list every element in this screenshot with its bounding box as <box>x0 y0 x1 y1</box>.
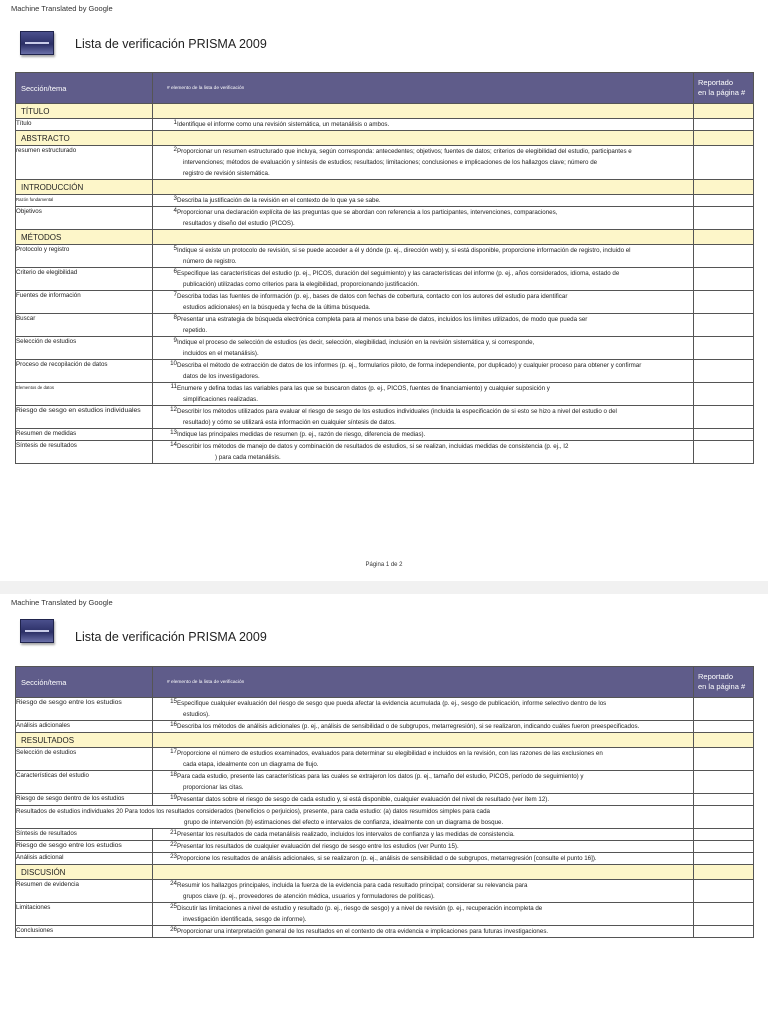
item-description <box>153 721 694 733</box>
item-number: 9 <box>173 337 177 344</box>
item-description-line: Describir los métodos de manejo de datos y combinación de resultados de estudios, si se realizan, incluidas medidas de consistencia (p. ej., I2 <box>177 443 569 450</box>
item-text <box>177 748 693 770</box>
checklist-table <box>15 72 754 464</box>
item-description <box>153 794 694 806</box>
item-topic: Limitaciones <box>16 903 153 926</box>
item-text <box>177 841 693 852</box>
item-description <box>153 360 694 383</box>
checklist-item-row <box>16 806 754 829</box>
item-description <box>153 383 694 406</box>
item-description-line: Presentar los resultados de cada metanálisis realizado, incluidos los intervalos de confianza y las medidas de consistencia. <box>177 831 515 838</box>
prisma-logo-icon <box>20 31 54 55</box>
item-topic: Protocolo y registro <box>16 245 153 268</box>
item-number: 11 <box>170 383 177 390</box>
reported-page-cell <box>694 360 754 383</box>
section-spacer <box>153 131 694 146</box>
item-description-line: estudios adicionales) en la búsqueda y fecha de la última búsqueda. <box>183 304 371 311</box>
item-number: 4 <box>173 207 177 214</box>
reported-page-cell <box>694 268 754 291</box>
item-description-line: Para cada estudio, presente las características para las cuales se extrajeron los datos (p. ej., tamaño del estudio, PICOS, período de seguimiento) y <box>177 773 584 780</box>
reported-page-cell <box>694 841 754 853</box>
checklist-item-row <box>16 314 754 337</box>
item-description-wrap <box>153 903 693 925</box>
item-number: 5 <box>173 245 177 252</box>
item-topic: Fuentes de información <box>16 291 153 314</box>
item-description-line: incluidos en el metanálisis). <box>183 350 259 357</box>
item-number: 7 <box>173 291 177 298</box>
reported-page-cell <box>694 180 754 195</box>
header-reported-line-2: en la página # <box>698 682 746 691</box>
page-number: Página 1 de 2 <box>365 562 403 568</box>
checklist-item-row <box>16 853 754 865</box>
header-item-number: # elemento de la lista de verificación <box>153 667 694 698</box>
checklist-item-row <box>16 360 754 383</box>
reported-page-cell <box>694 131 754 146</box>
table-header-row <box>16 667 754 698</box>
section-label: INTRODUCCIÓN <box>16 180 153 195</box>
item-description-line: Presentar datos sobre el riesgo de sesgo de cada estudio y, si está disponible, cualquier evaluación del nivel de resultado (ver ítem 12). <box>177 796 550 803</box>
item-description <box>153 245 694 268</box>
item-description-wrap <box>153 245 693 267</box>
item-topic: Riesgo de sesgo entre los estudios <box>16 698 153 721</box>
item-description-line: Presentar los resultados de cualquier evaluación del riesgo de sesgo entre los estudios (ver Punto 15). <box>177 843 459 850</box>
checklist-item-row <box>16 429 754 441</box>
item-number: 6 <box>173 268 177 275</box>
item-description-line: Proporcionar una interpretación general de los resultados en el contexto de otra evidencia e implicaciones para futuras investigaciones. <box>177 928 549 935</box>
item-description <box>153 195 694 207</box>
item-description-line: Describa el método de extracción de datos de los informes (p. ej., formularios piloto, de forma independiente, por duplicado) y cualquier proceso para obtener y confirmar <box>177 362 642 369</box>
item-number: 13 <box>170 429 177 436</box>
item-topic: Resumen de evidencia <box>16 880 153 903</box>
section-row <box>16 104 754 119</box>
item-description-line: Identifique el informe como una revisión sistemática, un metanálisis o ambos. <box>177 121 390 128</box>
item-description-line: cada etapa, idealmente con un diagrama de flujo. <box>183 761 319 768</box>
item-number: 21 <box>170 829 177 836</box>
reported-page-cell <box>694 733 754 748</box>
reported-page-cell <box>694 195 754 207</box>
reported-page-cell <box>694 748 754 771</box>
item-number: 23 <box>170 853 177 860</box>
page-title: Lista de verificación PRISMA 2009 <box>75 630 267 644</box>
checklist-item-row <box>16 195 754 207</box>
checklist-item-row <box>16 721 754 733</box>
item-description-wrap <box>153 841 693 852</box>
page-title: Lista de verificación PRISMA 2009 <box>75 37 267 51</box>
item-number: 25 <box>170 903 177 910</box>
reported-page-cell <box>694 383 754 406</box>
section-label: MÉTODOS <box>16 230 153 245</box>
item-topic: Selección de estudios <box>16 748 153 771</box>
item-description-line: Proporcione el número de estudios examinados, evaluados para determinar su elegibilidad e incluidos en la revisión, con las razones de las exclusiones en <box>177 750 603 757</box>
item-description-wrap <box>153 794 693 805</box>
item-number: 17 <box>170 748 177 755</box>
item-topic: Síntesis de resultados <box>16 441 153 464</box>
checklist-item-row <box>16 880 754 903</box>
reported-page-cell <box>694 721 754 733</box>
item-description-wrap <box>153 146 693 179</box>
item-description-line: resultado) y cómo se utilizará esta información en cualquier síntesis de datos. <box>183 419 396 426</box>
item-description-line: grupos clave (p. ej., proveedores de atención médica, usuarios y formuladores de políticas). <box>183 893 435 900</box>
item-topic: Análisis adicionales <box>16 721 153 733</box>
item-description-line: Presentar una estrategia de búsqueda electrónica completa para al menos una base de datos, incluidos los límites utilizados, de modo que pueda ser <box>177 316 588 323</box>
item-description-line: simplificaciones realizadas. <box>183 396 258 403</box>
item-description-wrap <box>153 853 693 864</box>
item-description-line: Enumere y defina todas las variables para las que se buscaron datos (p. ej., PICOS, fuentes de financiamiento) y cualquier suposición y <box>177 385 550 392</box>
item-description-wrap <box>153 771 693 793</box>
reported-page-cell <box>694 903 754 926</box>
reported-page-cell <box>694 406 754 429</box>
checklist-item-row <box>16 771 754 794</box>
item-topic: Título <box>16 119 153 131</box>
reported-page-cell <box>694 146 754 180</box>
prisma-logo-icon <box>20 619 54 643</box>
checklist-item-row <box>16 829 754 841</box>
item-number: 12 <box>170 406 177 413</box>
checklist-item-row <box>16 268 754 291</box>
item-text <box>177 429 693 440</box>
item-description-line: Especifique cualquier evaluación del riesgo de sesgo que pueda afectar la evidencia acumulada (p. ej., sesgo de publicación, informe selectivo dentro de los <box>177 700 607 707</box>
item-text <box>177 291 693 313</box>
header-section-topic: Sección/tema <box>16 73 153 104</box>
item-description <box>153 146 694 180</box>
section-spacer <box>153 230 694 245</box>
item-description-line: registro de revisión sistemática. <box>183 170 270 177</box>
item-topic: Buscar <box>16 314 153 337</box>
item-description-line: Describa los métodos de análisis adicionales (p. ej., análisis de sensibilidad o de subgrupos, metarregresión), si se realizaron, indicando cuáles fueron preespecificados. <box>177 723 640 730</box>
item-topic: Razón fundamental <box>16 195 153 207</box>
item-description-wrap <box>153 195 693 206</box>
section-row <box>16 733 754 748</box>
item-text <box>177 794 693 805</box>
item-text <box>177 314 693 336</box>
item-description-wrap <box>153 360 693 382</box>
checklist-item-row <box>16 903 754 926</box>
item-description-wrap <box>153 698 693 720</box>
item-topic: Resultados de estudios individuales 20 Para todos los resultados considerados (beneficios o perjuicios), presente, para cada estudio: (a) datos resumidos simples para cada <box>16 808 490 815</box>
reported-page-cell <box>694 429 754 441</box>
item-description-wrap <box>153 207 693 229</box>
section-row <box>16 131 754 146</box>
item-text <box>177 406 693 428</box>
header-reported-page <box>694 73 754 104</box>
section-spacer <box>153 865 694 880</box>
item-description <box>153 880 694 903</box>
item-description-wrap <box>153 748 693 770</box>
item-description <box>153 771 694 794</box>
item-description <box>153 841 694 853</box>
reported-page-cell <box>694 865 754 880</box>
item-description <box>153 207 694 230</box>
item-description-line: Discutir las limitaciones a nivel de estudio y resultado (p. ej., riesgo de sesgo) y a nivel de revisión (p. ej., recuperación incompleta de <box>177 905 543 912</box>
item-number: 22 <box>170 841 177 848</box>
item-text <box>177 698 693 720</box>
item-description <box>153 748 694 771</box>
item-description <box>153 441 694 464</box>
item-description <box>153 119 694 131</box>
item-text <box>177 880 693 902</box>
item-description <box>153 429 694 441</box>
checklist-item-row <box>16 291 754 314</box>
item-topic: Proceso de recopilación de datos <box>16 360 153 383</box>
reported-page-cell <box>694 880 754 903</box>
item-topic: Análisis adicional <box>16 853 153 865</box>
reported-page-cell <box>694 337 754 360</box>
item-text <box>177 853 693 864</box>
item-description-wrap <box>153 429 693 440</box>
item-description-line: datos de los investigadores. <box>183 373 260 380</box>
section-label: ABSTRACTO <box>16 131 153 146</box>
checklist-item-row <box>16 245 754 268</box>
item-description <box>153 406 694 429</box>
item-description-line: ) para cada metanálisis. <box>215 454 281 461</box>
checklist-item-row <box>16 406 754 429</box>
item-description-wrap <box>153 337 693 359</box>
reported-page-cell <box>694 806 754 829</box>
item-description-line: Indique las principales medidas de resumen (p. ej., razón de riesgo, diferencia de medias). <box>177 431 426 438</box>
item-description-line: Indique si existe un protocolo de revisión, si se puede acceder a él y dónde (p. ej., dirección web) y, si está disponible, proporcione información de registro, incluido el <box>177 247 631 254</box>
checklist-item-row <box>16 207 754 230</box>
item-description-wrap <box>153 314 693 336</box>
section-row <box>16 230 754 245</box>
reported-page-cell <box>694 926 754 938</box>
reported-page-cell <box>694 104 754 119</box>
header-section-topic: Sección/tema <box>16 667 153 698</box>
section-spacer <box>153 180 694 195</box>
item-description-line: investigación identificada, sesgo de informe). <box>183 916 307 923</box>
item-topic: Riesgo de sesgo en estudios individuales <box>16 406 153 429</box>
checklist-item-row <box>16 383 754 406</box>
item-description-line: Describir los métodos utilizados para evaluar el riesgo de sesgo de los estudios individuales (incluida la especificación de si esto se hizo a nivel del estudio o del <box>177 408 617 415</box>
item-description-line: repetido. <box>183 327 208 334</box>
item-description-line: proporcionar las citas. <box>183 784 244 791</box>
item-description-line: estudios). <box>183 711 210 718</box>
section-label: TÍTULO <box>16 104 153 119</box>
item-description-line: Proporcionar un resumen estructurado que incluya, según corresponda: antecedentes; objetivos; fuentes de datos; criterios de elegibilidad del estudio, participantes e <box>177 148 632 155</box>
reported-page-cell <box>694 119 754 131</box>
item-topic: Características del estudio <box>16 771 153 794</box>
item-description-line: publicación) utilizadas como criterios para la elegibilidad, proporcionando justificación. <box>183 281 419 288</box>
item-text <box>177 195 693 206</box>
item-merged-cell <box>16 806 694 829</box>
item-description-line: Proporcione los resultados de análisis adicionales, si se realizaron (p. ej., análisis de sensibilidad o de subgrupos, metarregresión [consulte el punto 16]). <box>177 855 597 862</box>
reported-page-cell <box>694 829 754 841</box>
checklist-item-row <box>16 698 754 721</box>
reported-page-cell <box>694 441 754 464</box>
section-row <box>16 865 754 880</box>
item-text <box>177 207 693 229</box>
item-text <box>177 721 693 732</box>
item-description <box>153 268 694 291</box>
section-spacer <box>153 104 694 119</box>
checklist-item-row <box>16 926 754 938</box>
item-number: 18 <box>170 771 177 778</box>
item-text <box>177 337 693 359</box>
item-description <box>153 829 694 841</box>
reported-page-cell <box>694 314 754 337</box>
checklist-item-row <box>16 794 754 806</box>
item-topic: resumen estructurado <box>16 146 153 180</box>
item-number: 19 <box>170 794 177 801</box>
checklist-item-row <box>16 119 754 131</box>
item-topic: Selección de estudios <box>16 337 153 360</box>
item-topic: Elementos de datos <box>16 383 153 406</box>
item-description-wrap <box>153 268 693 290</box>
item-description-line: Resumir los hallazgos principales, incluida la fuerza de la evidencia para cada resultado principal; considerar su relevancia para <box>177 882 528 889</box>
item-topic: Objetivos <box>16 207 153 230</box>
table-header-row <box>16 73 754 104</box>
machine-translated-note: Machine Translated by Google <box>11 4 113 13</box>
item-description-wrap <box>153 406 693 428</box>
item-text <box>177 903 693 925</box>
reported-page-cell <box>694 207 754 230</box>
header-reported-page <box>694 667 754 698</box>
item-description-line: Especifique las características del estudio (p. ej., PICOS, duración del seguimiento) y las características del informe (p. ej., años considerados, idioma, estado de <box>177 270 620 277</box>
section-label: RESULTADOS <box>16 733 153 748</box>
item-text <box>177 119 693 130</box>
checklist-item-row <box>16 841 754 853</box>
item-text <box>177 245 693 267</box>
reported-page-cell <box>694 291 754 314</box>
machine-translated-note: Machine Translated by Google <box>11 598 113 607</box>
item-description <box>153 903 694 926</box>
item-description-line: Proporcionar una declaración explícita de las preguntas que se abordan con referencia a los participantes, intervenciones, comparaciones, <box>177 209 558 216</box>
checklist-item-row <box>16 441 754 464</box>
item-description-wrap <box>153 829 693 840</box>
item-text <box>177 771 693 793</box>
item-number: 2 <box>173 146 177 153</box>
item-description <box>153 853 694 865</box>
reported-page-cell <box>694 794 754 806</box>
document-page-2 <box>0 594 768 1024</box>
reported-page-cell <box>694 698 754 721</box>
item-topic: Síntesis de resultados <box>16 829 153 841</box>
checklist-table <box>15 666 754 938</box>
reported-page-cell <box>694 771 754 794</box>
item-description <box>153 314 694 337</box>
item-text <box>177 360 693 382</box>
item-description <box>153 337 694 360</box>
item-description-wrap <box>153 880 693 902</box>
item-topic: Conclusiones <box>16 926 153 938</box>
item-text <box>177 441 693 463</box>
reported-page-cell <box>694 230 754 245</box>
item-description-wrap <box>153 441 693 463</box>
item-description-wrap <box>153 291 693 313</box>
item-description <box>153 698 694 721</box>
item-description-wrap <box>153 926 693 937</box>
item-description-line: grupo de intervención (b) estimaciones del efecto e intervalos de confianza, idealmente con un diagrama de bosque. <box>184 819 504 826</box>
item-description-wrap <box>153 119 693 130</box>
item-number: 1 <box>173 119 177 126</box>
header-reported-line-2: en la página # <box>698 88 746 97</box>
section-spacer <box>153 733 694 748</box>
section-row <box>16 180 754 195</box>
item-description-line: Describa la justificación de la revisión en el contexto de lo que ya se sabe. <box>177 197 381 204</box>
header-item-number: # elemento de la lista de verificación <box>153 73 694 104</box>
item-description-wrap <box>153 721 693 732</box>
item-description-line: Indique el proceso de selección de estudios (es decir, selección, elegibilidad, inclusión en la revisión sistemática y, si corresponde, <box>177 339 535 346</box>
item-topic: Criterio de elegibilidad <box>16 268 153 291</box>
reported-page-cell <box>694 245 754 268</box>
reported-page-cell <box>694 853 754 865</box>
item-description <box>153 291 694 314</box>
item-text <box>177 926 693 937</box>
header-reported-line-1: Reportado <box>698 672 734 681</box>
item-number: 10 <box>170 360 177 367</box>
section-label: DISCUSIÓN <box>16 865 153 880</box>
item-description <box>153 926 694 938</box>
checklist-item-row <box>16 748 754 771</box>
item-number: 26 <box>170 926 177 933</box>
item-description-line: Describa todas las fuentes de información (p. ej., bases de datos con fechas de cobertura, contacto con los autores del estudio para identificar <box>177 293 568 300</box>
item-number: 14 <box>170 441 177 448</box>
checklist-item-row <box>16 146 754 180</box>
checklist-item-row <box>16 337 754 360</box>
item-topic: Resumen de medidas <box>16 429 153 441</box>
item-topic: Riesgo de sesgo dentro de los estudios <box>16 794 153 806</box>
item-description-line: número de registro. <box>183 258 237 265</box>
item-text <box>177 268 693 290</box>
item-text <box>177 146 693 179</box>
item-number: 15 <box>170 698 177 705</box>
item-number: 8 <box>173 314 177 321</box>
header-reported-line-1: Reportado <box>698 78 734 87</box>
item-topic: Riesgo de sesgo entre los estudios <box>16 841 153 853</box>
item-description-wrap <box>153 383 693 405</box>
item-description-line: intervenciones; métodos de evaluación y síntesis de estudios; resultados; limitaciones; conclusiones e implicaciones de los hallazgos clave; número de <box>183 159 598 166</box>
item-number: 16 <box>170 721 177 728</box>
item-text <box>177 829 693 840</box>
item-text <box>177 383 693 405</box>
item-number: 24 <box>170 880 177 887</box>
item-description-line: resultados y diseño del estudio (PICOS). <box>183 220 295 227</box>
item-number: 3 <box>173 195 177 202</box>
